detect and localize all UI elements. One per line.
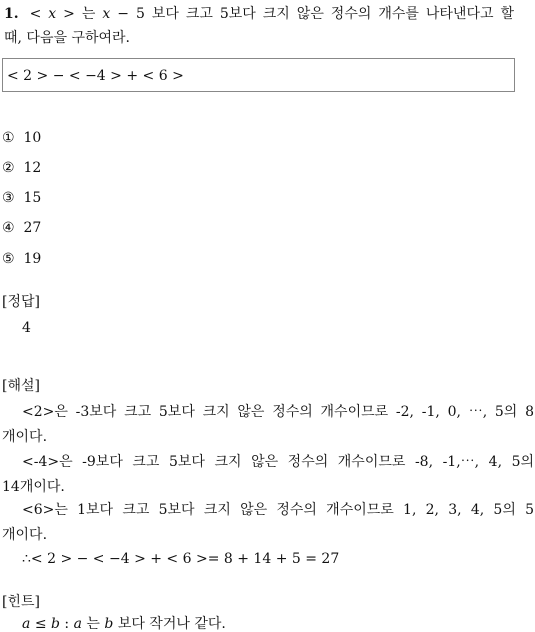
choice-marker: ④	[2, 220, 15, 236]
choice-value: 19	[23, 251, 42, 267]
explanation-line-2: 개이다.	[2, 429, 48, 445]
explanation-line-1: <2>은 -3보다 크고 5보다 크지 않은 정수의 개수이므로 -2, -1, 0, ⋯, 5의 8	[22, 404, 534, 420]
answer-label: [정답]	[2, 294, 40, 310]
choice-4[interactable]	[2, 220, 41, 236]
choice-value: 27	[23, 220, 42, 236]
explanation-line-6: 개이다.	[2, 527, 48, 543]
question-line-1: 1. < x > 는 x − 5 보다 크고 5보다 크지 않은 정수의 개수를 나타낸다고 할	[4, 6, 514, 22]
question-line-2: 때, 다음을 구하여라.	[4, 30, 130, 46]
choice-5[interactable]	[2, 251, 41, 267]
expression-box	[2, 58, 515, 92]
choice-value: 10	[23, 130, 42, 146]
choice-marker: ②	[2, 160, 15, 176]
choice-marker: ①	[2, 130, 15, 146]
answer-value: 4	[22, 320, 31, 336]
explanation-label: [해설]	[2, 378, 40, 394]
explanation-line-4: 14개이다.	[2, 479, 65, 495]
expression: < 2 > − < −4 > + < 6 >	[7, 68, 184, 84]
choice-3[interactable]	[2, 190, 41, 206]
explanation-conclusion: ∴< 2 > − < −4 > + < 6 >= 8 + 14 + 5 = 27	[22, 551, 340, 567]
hint-text: a ≤ b : a 는 b 보다 작거나 같다.	[22, 616, 226, 632]
choice-2[interactable]	[2, 160, 41, 176]
choice-value: 15	[23, 190, 42, 206]
explanation-line-5: <6>는 1보다 크고 5보다 크지 않은 정수의 개수이므로 1, 2, 3, 4, 5의 5	[22, 502, 534, 518]
choice-marker: ③	[2, 190, 15, 206]
choice-value: 12	[23, 160, 42, 176]
hint-label: [힌트]	[2, 594, 40, 610]
question-number: 1.	[4, 6, 19, 22]
choice-1[interactable]	[2, 130, 41, 146]
explanation-line-3: <-4>은 -9보다 크고 5보다 크지 않은 정수의 개수이므로 -8, -1,⋯, 4, 5의	[22, 454, 534, 470]
choice-marker: ⑤	[2, 251, 15, 267]
